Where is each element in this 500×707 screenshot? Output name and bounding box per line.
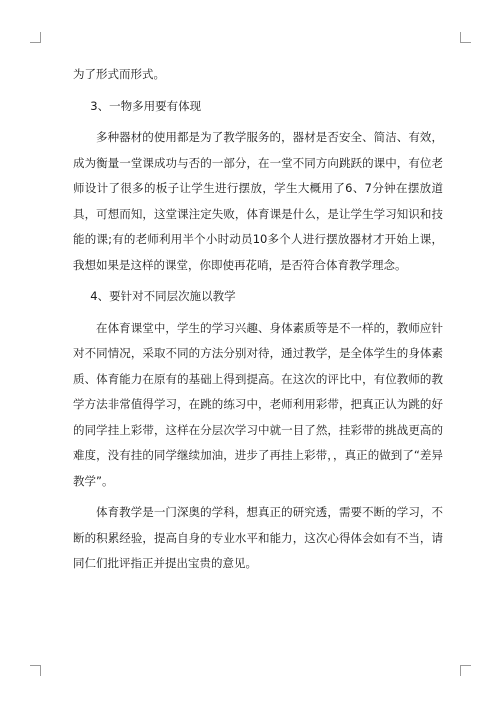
section-4-heading: 4、要针对不同层次施以教学 [90, 289, 236, 303]
crop-mark-bottom-right [460, 665, 471, 676]
section-3-heading: 3、一物多用要有体现 [90, 98, 202, 113]
conclusion-paragraph: 体育教学是一门深奥的学科，想真正的研究透，需要不断的学习，不断的积累经验，提高自身的专业水平和能力，这次心得体会如有不当，请同仁们批评指正并提出宝贵的意见。 [73, 505, 443, 570]
section-3-paragraph: 多种器材的使用都是为了教学服务的，器材是否安全、简洁、有效，成为衡量一堂课成功与否的一部分，在一堂不同方向跳跃的课中，有位老师设计了很多的板子让学生进行摆放，学生大概用了6、7分钟在摆放道具，可想而知，这堂课注定失败，体育课是什么，是让学生学习知识和技能的课;有的老师利用半个小时动员10多个人进行摆放器材才开始上课，我想如果是这样的课堂，你即使再花哨，是否符合体育教学理念。 [73, 130, 443, 272]
crop-mark-top-right [460, 32, 471, 43]
crop-mark-bottom-left [30, 665, 41, 676]
continuation-paragraph: 为了形式而形式。 [73, 67, 165, 81]
crop-mark-top-left [30, 32, 41, 43]
document-body [73, 62, 443, 577]
section-4-paragraph: 在体育课堂中，学生的学习兴趣、身体素质等是不一样的，教师应针对不同情况，采取不同的方法分别对待，通过教学，是全体学生的身体素质、体育能力在原有的基础上得到提高。在这次的评比中，有位教师的教学方法非常值得学习，在跳的练习中，老师利用彩带，把真正认为跳的好的同学挂上彩带，这样在分层次学习中就一目了然，挂彩带的挑战更高的难度，没有挂的同学继续加油，进步了再挂上彩带，，真正的做到了“差异教学”。 [73, 320, 443, 488]
